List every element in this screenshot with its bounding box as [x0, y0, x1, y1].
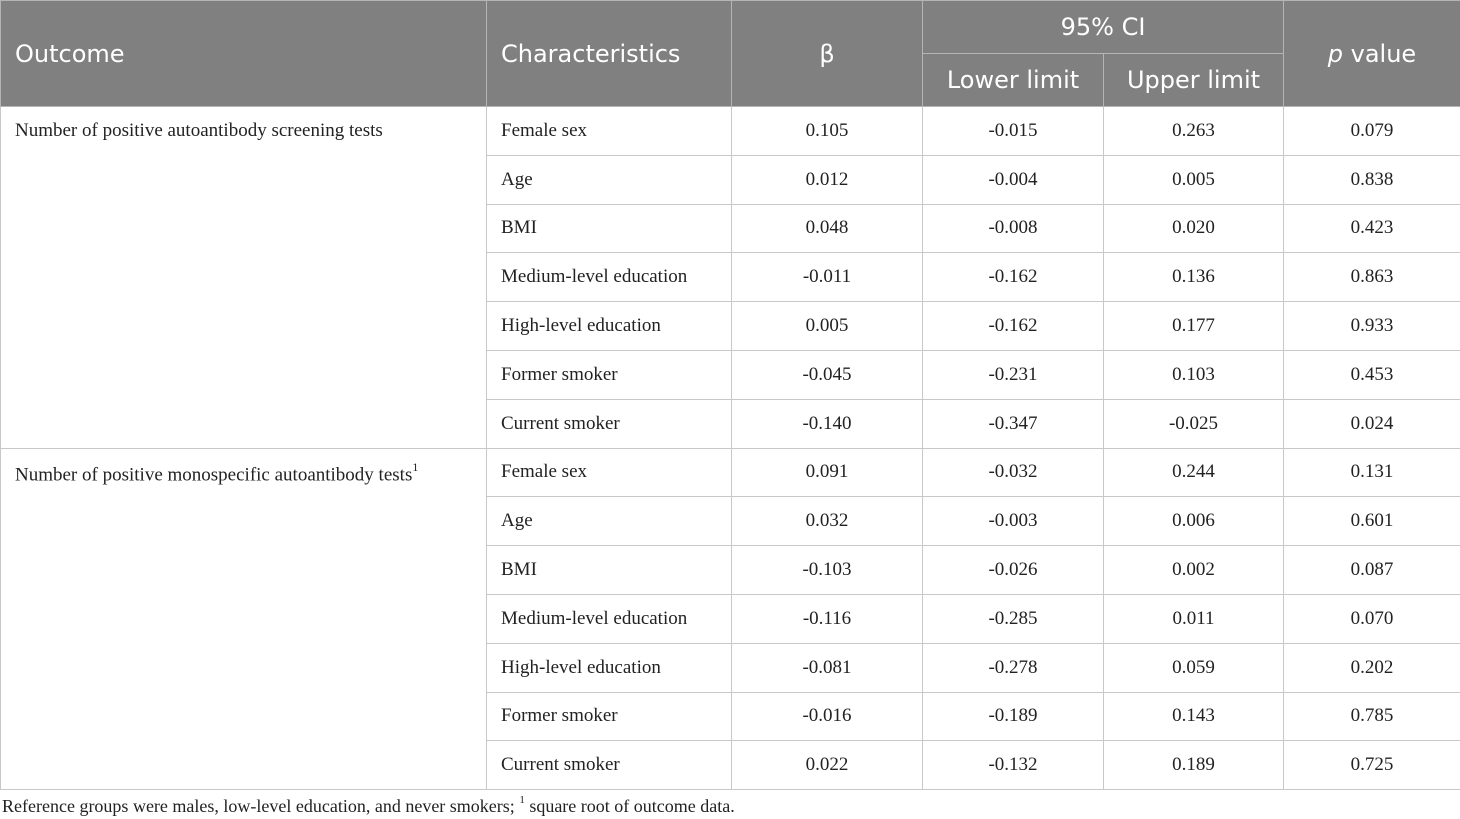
beta-cell: 0.105 — [732, 107, 923, 156]
lower-limit-cell: -0.231 — [923, 350, 1104, 399]
upper-limit-cell: 0.136 — [1104, 253, 1284, 302]
beta-cell: -0.045 — [732, 350, 923, 399]
beta-cell: -0.116 — [732, 594, 923, 643]
upper-limit-cell: 0.011 — [1104, 594, 1284, 643]
lower-limit-cell: -0.026 — [923, 546, 1104, 595]
characteristic-cell: Medium-level education — [487, 253, 732, 302]
p-value-cell: 0.725 — [1284, 741, 1460, 790]
characteristic-cell: Age — [487, 155, 732, 204]
upper-limit-cell: -0.025 — [1104, 399, 1284, 448]
table-row — [1, 448, 1460, 497]
table-footnote — [2, 796, 735, 817]
characteristic-cell: Former smoker — [487, 692, 732, 741]
beta-cell: 0.005 — [732, 302, 923, 351]
footnote-text-end: square root of outcome data. — [524, 796, 735, 816]
lower-limit-cell: -0.015 — [923, 107, 1104, 156]
p-value-cell: 0.933 — [1284, 302, 1460, 351]
outcome-label: Number of positive monospecific autoantibody tests — [15, 463, 413, 485]
characteristic-cell: Female sex — [487, 107, 732, 156]
lower-limit-cell: -0.285 — [923, 594, 1104, 643]
outcome-label: Number of positive autoantibody screening tests — [15, 120, 383, 141]
p-value-cell: 0.423 — [1284, 204, 1460, 253]
header-characteristics: Characteristics — [487, 1, 732, 107]
beta-cell: -0.103 — [732, 546, 923, 595]
upper-limit-cell: 0.020 — [1104, 204, 1284, 253]
characteristic-cell: BMI — [487, 546, 732, 595]
header-lower-limit: Lower limit — [923, 54, 1104, 107]
beta-cell: -0.011 — [732, 253, 923, 302]
header-p-value — [1284, 1, 1460, 107]
upper-limit-cell: 0.006 — [1104, 497, 1284, 546]
p-value-cell: 0.863 — [1284, 253, 1460, 302]
beta-cell: 0.091 — [732, 448, 923, 497]
header-beta: β — [732, 1, 923, 107]
characteristic-cell: Current smoker — [487, 741, 732, 790]
p-value-cell: 0.601 — [1284, 497, 1460, 546]
upper-limit-cell: 0.005 — [1104, 155, 1284, 204]
p-value-cell: 0.024 — [1284, 399, 1460, 448]
beta-cell: 0.032 — [732, 497, 923, 546]
characteristic-cell: BMI — [487, 204, 732, 253]
table-header — [1, 1, 1460, 107]
header-p-italic: p — [1327, 39, 1344, 68]
beta-cell: -0.016 — [732, 692, 923, 741]
header-p-rest: value — [1343, 39, 1417, 68]
table-body — [1, 107, 1460, 790]
upper-limit-cell: 0.002 — [1104, 546, 1284, 595]
p-value-cell: 0.070 — [1284, 594, 1460, 643]
characteristic-cell: High-level education — [487, 302, 732, 351]
upper-limit-cell: 0.177 — [1104, 302, 1284, 351]
characteristic-cell: Current smoker — [487, 399, 732, 448]
upper-limit-cell: 0.244 — [1104, 448, 1284, 497]
lower-limit-cell: -0.008 — [923, 204, 1104, 253]
characteristic-cell: Age — [487, 497, 732, 546]
lower-limit-cell: -0.347 — [923, 399, 1104, 448]
beta-cell: 0.022 — [732, 741, 923, 790]
lower-limit-cell: -0.003 — [923, 497, 1104, 546]
lower-limit-cell: -0.162 — [923, 302, 1104, 351]
p-value-cell: 0.838 — [1284, 155, 1460, 204]
lower-limit-cell: -0.189 — [923, 692, 1104, 741]
outcome-cell — [1, 107, 487, 449]
outcome-superscript: 1 — [412, 459, 419, 474]
characteristic-cell: High-level education — [487, 643, 732, 692]
header-ci: 95% CI — [923, 1, 1284, 54]
lower-limit-cell: -0.004 — [923, 155, 1104, 204]
upper-limit-cell: 0.059 — [1104, 643, 1284, 692]
lower-limit-cell: -0.162 — [923, 253, 1104, 302]
lower-limit-cell: -0.132 — [923, 741, 1104, 790]
beta-cell: -0.081 — [732, 643, 923, 692]
p-value-cell: 0.202 — [1284, 643, 1460, 692]
header-upper-limit: Upper limit — [1104, 54, 1284, 107]
p-value-cell: 0.087 — [1284, 546, 1460, 595]
upper-limit-cell: 0.143 — [1104, 692, 1284, 741]
p-value-cell: 0.785 — [1284, 692, 1460, 741]
beta-cell: -0.140 — [732, 399, 923, 448]
beta-cell: 0.012 — [732, 155, 923, 204]
p-value-cell: 0.079 — [1284, 107, 1460, 156]
footnote-text: Reference groups were males, low-level education, and never smokers; — [2, 796, 520, 816]
upper-limit-cell: 0.263 — [1104, 107, 1284, 156]
header-outcome: Outcome — [1, 1, 487, 107]
p-value-cell: 0.453 — [1284, 350, 1460, 399]
footnote-superscript: 1 — [519, 794, 525, 806]
characteristic-cell: Female sex — [487, 448, 732, 497]
lower-limit-cell: -0.032 — [923, 448, 1104, 497]
table-row — [1, 107, 1460, 156]
characteristic-cell: Medium-level education — [487, 594, 732, 643]
p-value-cell: 0.131 — [1284, 448, 1460, 497]
characteristic-cell: Former smoker — [487, 350, 732, 399]
upper-limit-cell: 0.189 — [1104, 741, 1284, 790]
lower-limit-cell: -0.278 — [923, 643, 1104, 692]
outcome-cell — [1, 448, 487, 790]
beta-cell: 0.048 — [732, 204, 923, 253]
upper-limit-cell: 0.103 — [1104, 350, 1284, 399]
